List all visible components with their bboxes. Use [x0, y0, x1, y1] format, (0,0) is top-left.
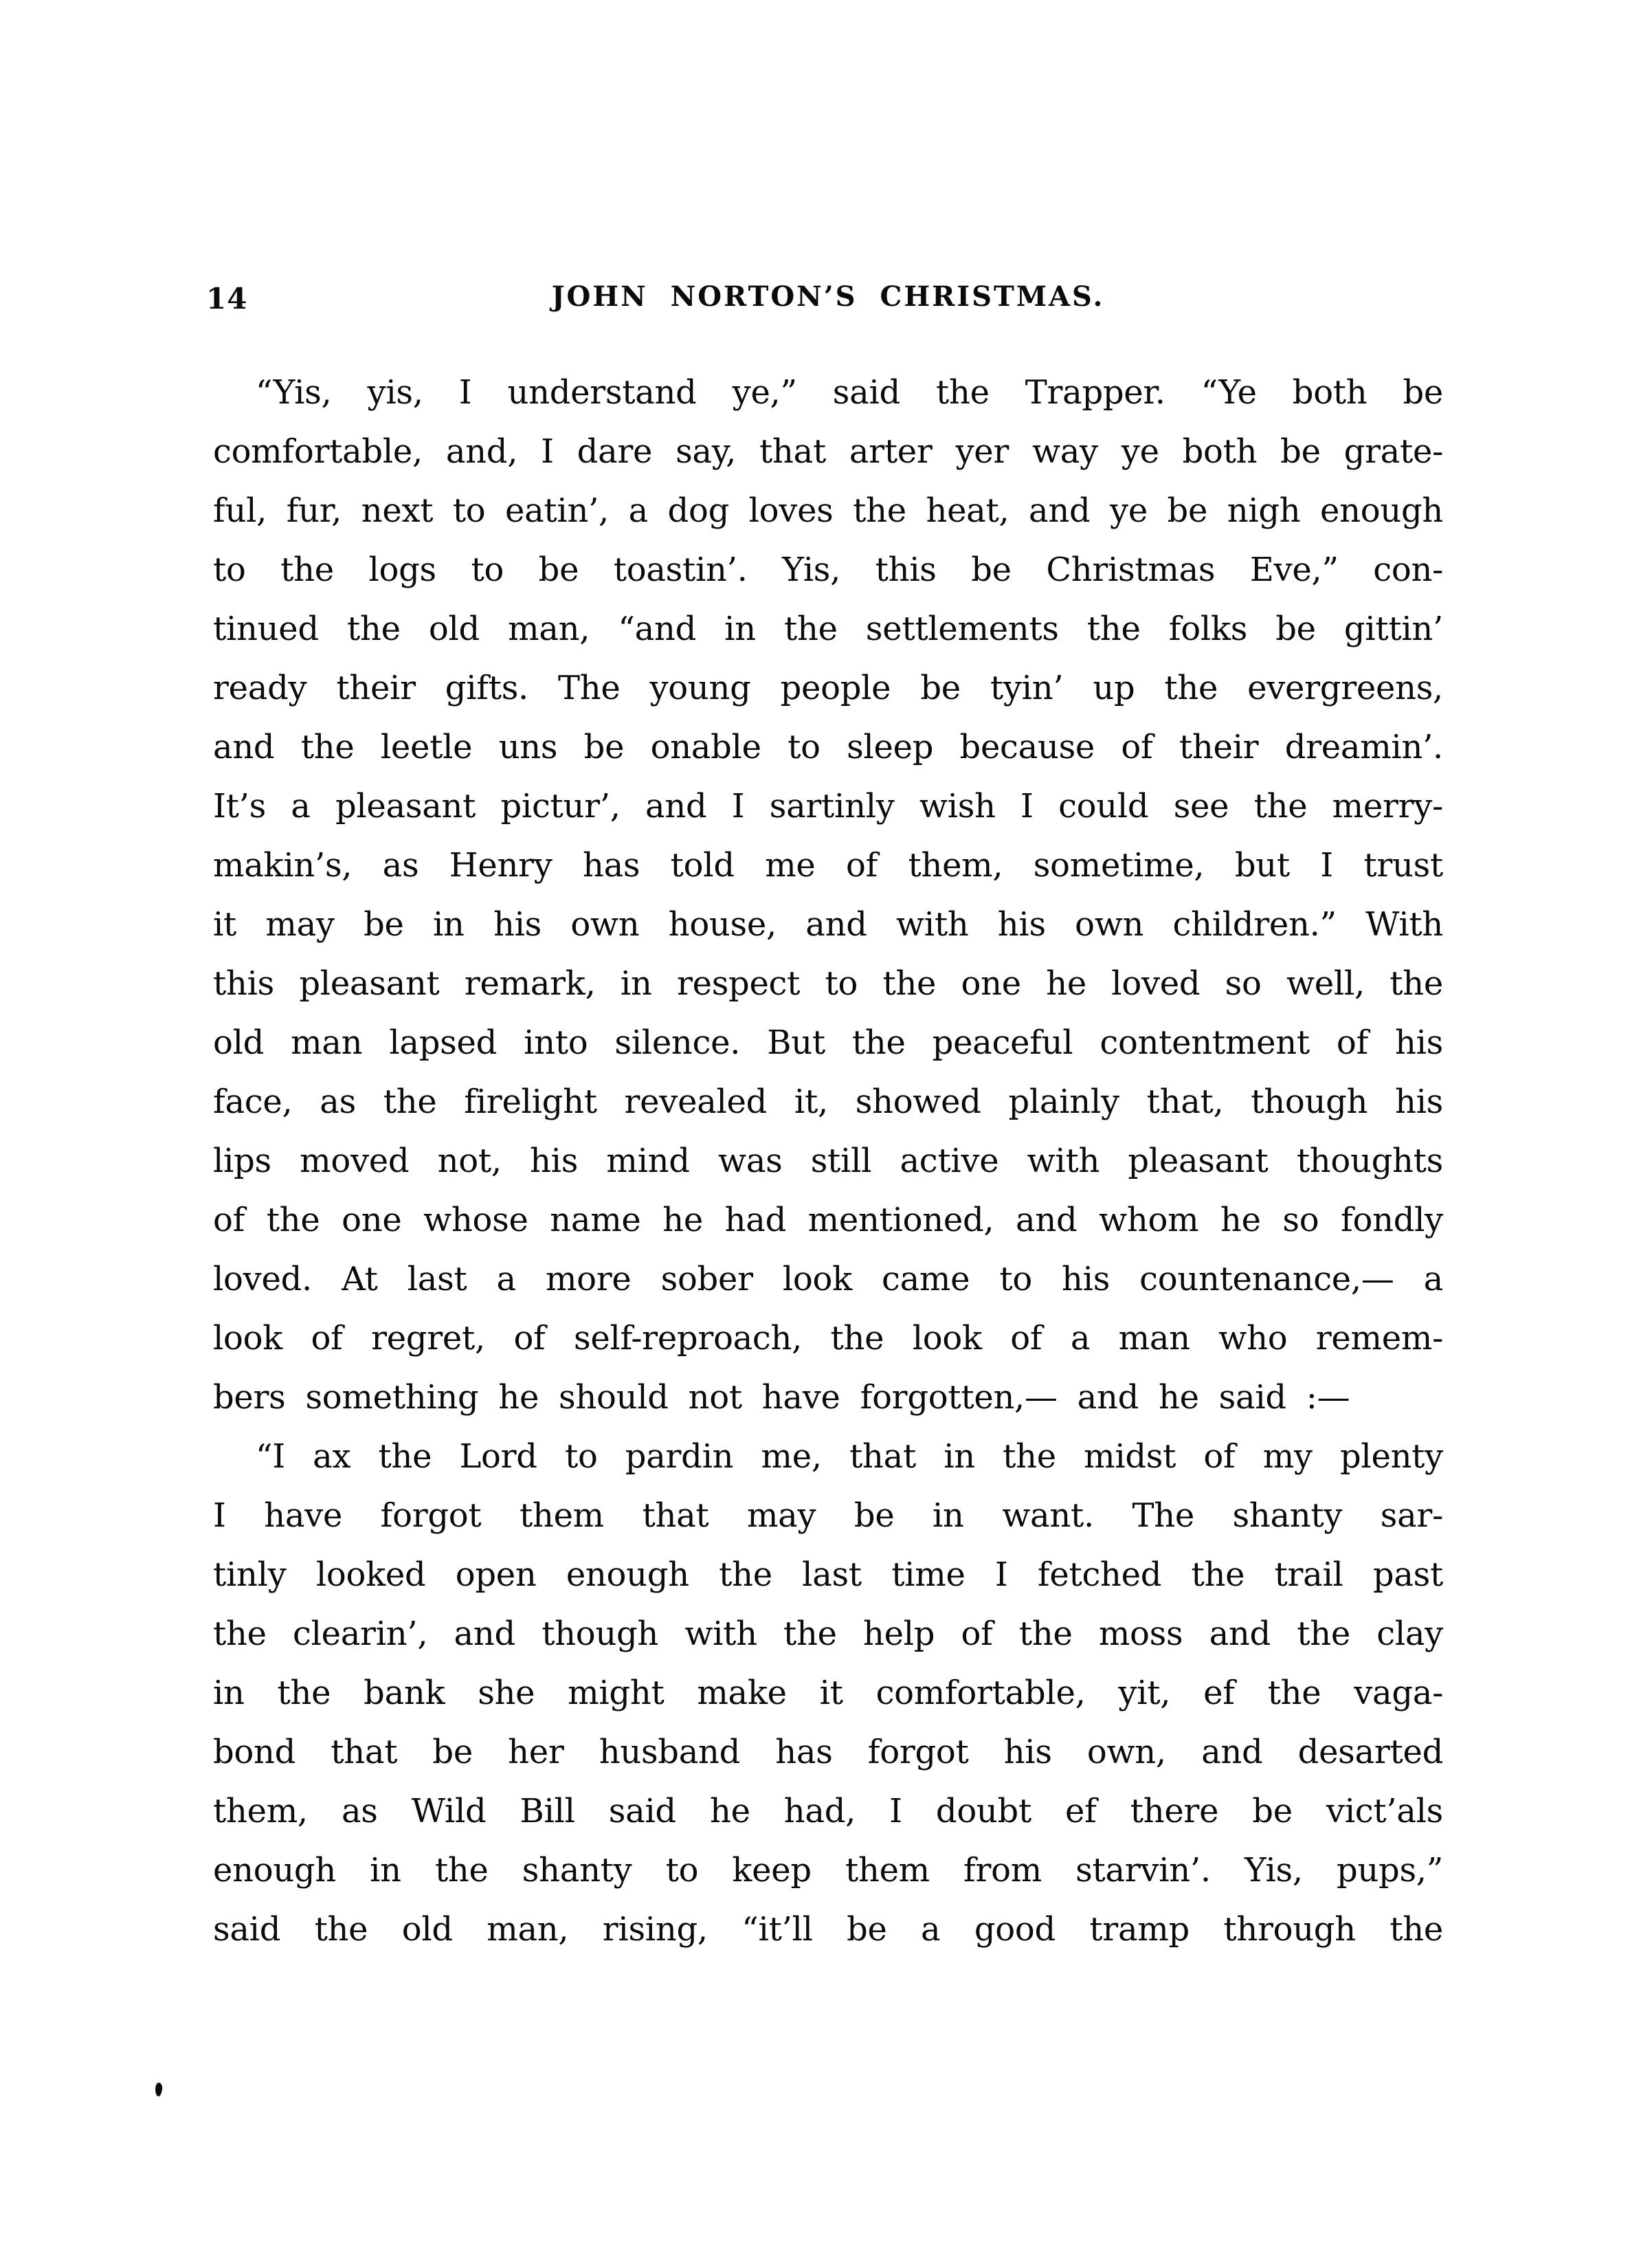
text-line: “Yis, yis, I understand ye,” said the Trapper. “Ye both be: [256, 373, 1443, 412]
text-line: loved. At last a more sober look came to his countenance,— a: [213, 1260, 1443, 1298]
text-line: comfortable, and, I dare say, that arter yer way ye both be grate-: [213, 432, 1443, 471]
text-line: and the leetle uns be onable to sleep because of their dreamin’.: [213, 728, 1443, 766]
text-line: “I ax the Lord to pardin me, that in the midst of my plenty: [256, 1437, 1443, 1476]
text-line: of the one whose name he had mentioned, and whom he so fondly: [213, 1201, 1443, 1239]
text-line: them, as Wild Bill said he had, I doubt ef there be vict’als: [213, 1792, 1443, 1830]
text-line: enough in the shanty to keep them from starvin’. Yis, pups,”: [213, 1851, 1443, 1890]
text-line: ful, fur, next to eatin’, a dog loves the heat, and ye be nigh enough: [213, 491, 1443, 530]
text-line: old man lapsed into silence. But the peaceful contentment of his: [213, 1023, 1443, 1062]
text-line: It’s a pleasant pictur’, and I sartinly wish I could see the merry-: [213, 787, 1443, 826]
body-text: [213, 363, 1443, 1959]
running-header: JOHN NORTON’S CHRISTMAS.: [551, 280, 1105, 313]
text-line: the clearin’, and though with the help of the moss and the clay: [213, 1615, 1443, 1653]
text-line: bers something he should not have forgotten,— and he said :—: [213, 1378, 1350, 1417]
text-line: said the old man, rising, “it’ll be a good tramp through the: [213, 1910, 1443, 1949]
text-line: bond that be her husband has forgot his own, and desarted: [213, 1733, 1443, 1771]
page-header: [206, 280, 1443, 322]
text-line: I have forgot them that may be in want. The shanty sar-: [213, 1496, 1443, 1535]
ink-speck: [155, 2083, 162, 2097]
text-line: ready their gifts. The young people be tyin’ up the evergreens,: [213, 669, 1443, 707]
text-line: this pleasant remark, in respect to the one he loved so well, the: [213, 964, 1443, 1003]
text-line: face, as the firelight revealed it, showed plainly that, though his: [213, 1083, 1443, 1121]
text-line: tinly looked open enough the last time I fetched the trail past: [213, 1555, 1443, 1594]
text-line: lips moved not, his mind was still active with pleasant thoughts: [213, 1142, 1443, 1180]
text-line: tinued the old man, “and in the settlements the folks be gittin’: [213, 610, 1443, 648]
text-line: look of regret, of self-reproach, the look of a man who remem-: [213, 1319, 1443, 1358]
text-line: to the logs to be toastin’. Yis, this be Christmas Eve,” con-: [213, 551, 1443, 589]
text-line: makin’s, as Henry has told me of them, sometime, but I trust: [213, 846, 1443, 885]
page-number: 14: [206, 282, 248, 315]
text-line: it may be in his own house, and with his own children.” With: [213, 905, 1443, 944]
text-line: in the bank she might make it comfortable, yit, ef the vaga-: [213, 1674, 1443, 1712]
